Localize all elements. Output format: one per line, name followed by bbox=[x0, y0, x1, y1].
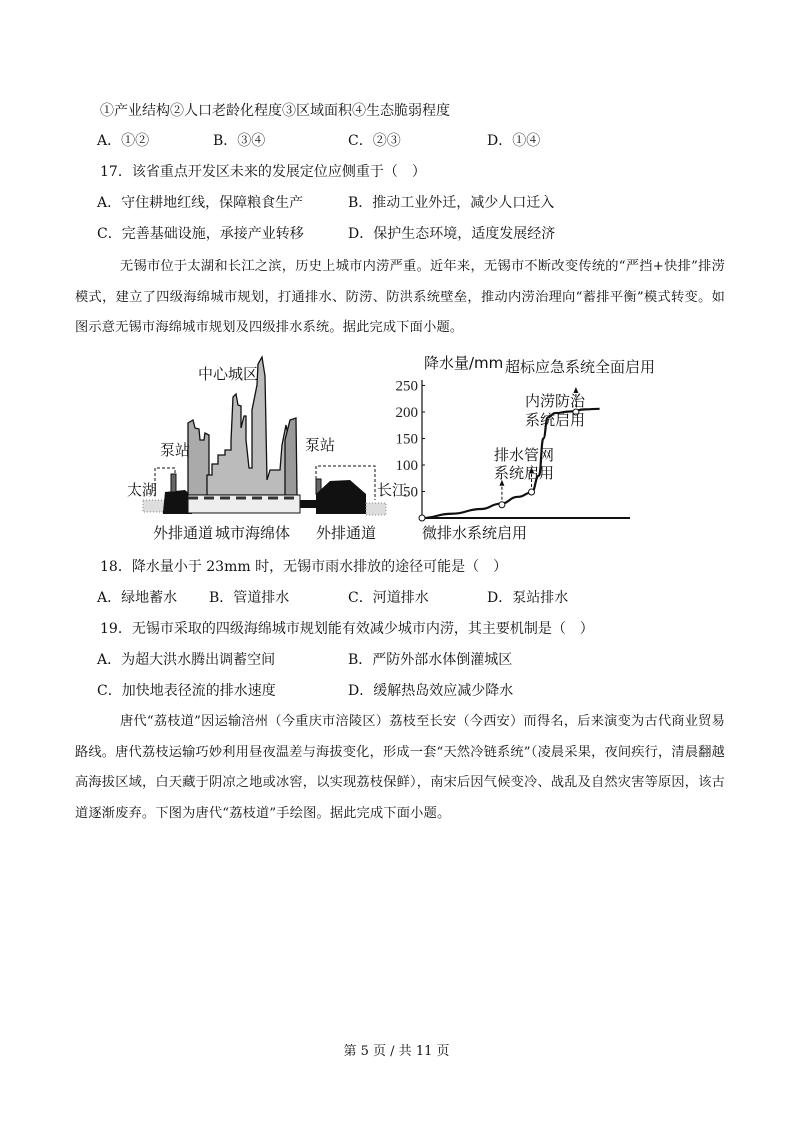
y-tick-label: 50 bbox=[403, 484, 418, 501]
left-pump-tower bbox=[171, 474, 176, 492]
q16-option-b: B．③④ bbox=[213, 133, 266, 149]
passage-wuxi: 无锡市位于太湖和长江之滨，历史上城市内涝严重。近年来，无锡市不断改变传统的“严挡+快排”排涝模式，建立了四级海绵城市规划，打通排水、防涝、防洪系统壁垒，推动内涝治理向“蓄排平衡”模式转变。如图示意无锡市海绵城市规划及四级排水系统。据此完成下面小题。 bbox=[75, 259, 725, 335]
q16-option-a: A．①② bbox=[97, 133, 150, 149]
q19-stem: 19．无锡市采取的四级海绵城市规划能有效减少城市内涝，其主要机制是（ ） bbox=[100, 621, 594, 637]
y-tick-label: 250 bbox=[395, 378, 418, 395]
q16-option-c: C．②③ bbox=[348, 133, 401, 149]
y-axis-label: 降水量/mm bbox=[424, 354, 504, 372]
q19-option-b: B．严防外部水体倒灌城区 bbox=[348, 652, 513, 668]
y-tick-label: 200 bbox=[395, 405, 418, 421]
sponge-city-diagram bbox=[127, 357, 407, 542]
label-pump-right: 泵站 bbox=[305, 436, 336, 454]
q18-option-a: A．绿地蓄水 bbox=[97, 590, 178, 606]
y-tick-label: 150 bbox=[395, 431, 418, 448]
q17-option-c: C．完善基础设施，承接产业转移 bbox=[97, 226, 304, 242]
q18-stem: 18．降水量小于 23mm 时，无锡市雨水排放的途径可能是（ ） bbox=[100, 559, 508, 575]
q19-option-a: A．为超大洪水腾出调蓄空间 bbox=[97, 652, 276, 668]
q18-option-d: D．泵站排水 bbox=[487, 590, 569, 606]
milestone-label-1a: 排水管网 bbox=[494, 446, 555, 464]
rainfall-drainage-chart bbox=[396, 354, 656, 542]
y-tick-label: 100 bbox=[395, 458, 418, 474]
q17-option-b: B．推动工业外迁，减少人口迁入 bbox=[348, 195, 555, 211]
q19-option-d: D．缓解热岛效应减少降水 bbox=[348, 683, 514, 699]
figure-sponge-city bbox=[0, 0, 793, 560]
milestone-label-1b: 系统启用 bbox=[494, 464, 555, 482]
label-sponge: 城市海绵体 bbox=[215, 524, 291, 542]
changjiang-water bbox=[366, 503, 386, 515]
page-footer: 第 5 页 / 共 11 页 bbox=[343, 1044, 450, 1059]
milestone-point bbox=[499, 502, 505, 508]
q18-option-c: C．河道排水 bbox=[348, 590, 429, 606]
label-changjiang: 长江 bbox=[377, 481, 408, 499]
q16-option-d: D．①④ bbox=[487, 133, 541, 149]
milestone-point bbox=[529, 489, 535, 495]
q17-option-a: A．守住耕地红线，保障粮食生产 bbox=[97, 195, 304, 211]
label-channel-right: 外排通道 bbox=[316, 524, 377, 542]
label-channel-left: 外排通道 bbox=[153, 524, 214, 542]
q17-option-d: D．保护生态环境，适度发展经济 bbox=[348, 226, 556, 242]
label-taihu: 太湖 bbox=[127, 481, 158, 499]
taihu-water bbox=[143, 500, 165, 512]
milestone-label-0: 微排水系统启用 bbox=[422, 524, 528, 542]
q18-option-b: B．管道排水 bbox=[209, 590, 290, 606]
right-channel-mound bbox=[316, 480, 366, 514]
label-center-city: 中心城区 bbox=[198, 365, 259, 383]
milestone-point bbox=[419, 515, 425, 521]
q19-option-c: C．加快地表径流的排水速度 bbox=[97, 683, 276, 699]
milestone-label-2b: 系统启用 bbox=[525, 411, 586, 429]
milestone-label-2a: 内涝防治 bbox=[525, 392, 586, 410]
milestone-label-3: 超标应急系统全面启用 bbox=[505, 358, 656, 376]
passage-lychee-road: 唐代“荔枝道”因运输涪州（今重庆市涪陵区）荔枝至长安（今西安）而得名，后来演变为古代商业贸易路线。唐代荔枝运输巧妙利用昼夜温差与海拔变化，形成一套“天然冷链系统”（凌晨采果，夜间疾行，清晨翻越高海拔区域，白天藏于阴凉之地或冰窖，以实现荔枝保鲜），南宋后因气候变冷、战乱及自然灾害等原因，该古道逐渐废弃。下图为唐代“荔枝道”手绘图。据此完成下面小题。 bbox=[75, 714, 725, 821]
q16-options-stem: ①产业结构②人口老龄化程度③区域面积④生态脆弱程度 bbox=[100, 103, 450, 119]
q17-stem: 17．该省重点开发区未来的发展定位应侧重于（ ） bbox=[100, 164, 426, 180]
label-pump-left: 泵站 bbox=[160, 441, 191, 459]
